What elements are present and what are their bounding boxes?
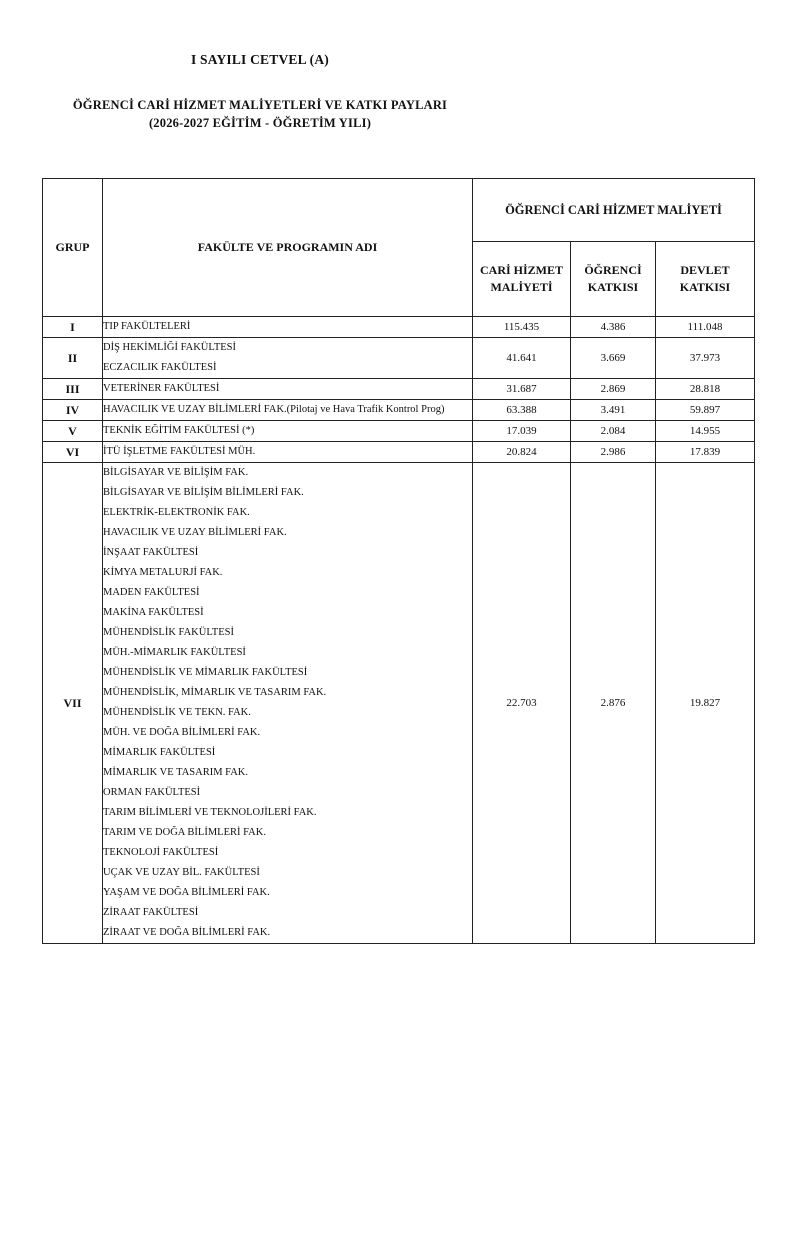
faculty-name: MÜH. VE DOĞA BİLİMLERİ FAK. — [103, 727, 261, 738]
group-cell: VI — [43, 442, 103, 463]
faculty-name: UÇAK VE UZAY BİL. FAKÜLTESİ — [103, 867, 260, 878]
faculty-name: MİMARLIK VE TASARIM FAK. — [103, 767, 249, 778]
faculty-name: MÜH.-MİMARLIK FAKÜLTESİ — [103, 647, 246, 658]
state-contribution-cell: 28.818 — [656, 379, 755, 400]
student-contribution-cell: 2.869 — [571, 379, 656, 400]
faculty-name: İTÜ İŞLETME FAKÜLTESİ MÜH. — [103, 446, 256, 457]
faculty-name: BİLGİSAYAR VE BİLİŞİM FAK. — [103, 467, 249, 478]
current-cost-cell: 41.641 — [473, 338, 571, 379]
student-contribution-cell: 3.669 — [571, 338, 656, 379]
faculty-name: DİŞ HEKİMLİĞİ FAKÜLTESİ — [103, 342, 236, 353]
header-current-cost-line2: MALİYETİ — [490, 280, 553, 294]
faculty-name: HAVACILIK VE UZAY BİLİMLERİ FAK.(Pilotaj ve Hava Trafik Kontrol Prog) — [103, 404, 445, 415]
faculty-name: KİMYA METALURJİ FAK. — [103, 567, 223, 578]
document-title: I SAYILI CETVEL (A) — [191, 52, 329, 67]
faculty-name: TIP FAKÜLTELERİ — [103, 321, 191, 332]
header-grup: GRUP — [43, 179, 103, 317]
table-row — [43, 338, 755, 379]
faculty-name: ZİRAAT VE DOĞA BİLİMLERİ FAK. — [103, 927, 271, 938]
table-row — [43, 463, 755, 944]
table-row — [43, 400, 755, 421]
table-row — [43, 379, 755, 400]
academic-year: (2026-2027 EĞİTİM - ÖĞRETİM YILI) — [148, 116, 372, 130]
student-contribution-cell: 3.491 — [571, 400, 656, 421]
faculty-name: MİMARLIK FAKÜLTESİ — [103, 747, 216, 758]
current-cost-cell: 63.388 — [473, 400, 571, 421]
faculty-name: VETERİNER FAKÜLTESİ — [103, 383, 220, 394]
state-contribution-cell: 19.827 — [656, 463, 755, 944]
faculty-cell — [103, 338, 473, 379]
faculty-name: MAKİNA FAKÜLTESİ — [103, 607, 204, 618]
group-cell: III — [43, 379, 103, 400]
header-student-cost-group: ÖĞRENCİ CARİ HİZMET MALİYETİ — [473, 179, 755, 242]
current-cost-cell: 115.435 — [473, 317, 571, 338]
state-contribution-cell: 59.897 — [656, 400, 755, 421]
faculty-name: YAŞAM VE DOĞA BİLİMLERİ FAK. — [103, 887, 270, 898]
group-cell: IV — [43, 400, 103, 421]
faculty-name: TEKNİK EĞİTİM FAKÜLTESİ (*) — [103, 425, 255, 436]
faculty-name: HAVACILIK VE UZAY BİLİMLERİ FAK. — [103, 527, 287, 538]
header-student-contribution — [571, 242, 656, 317]
document-subtitle: ÖĞRENCİ CARİ HİZMET MALİYETLERİ VE KATKI PAYLARI — [72, 98, 448, 112]
group-cell: VII — [43, 463, 103, 944]
faculty-name: BİLGİSAYAR VE BİLİŞİM BİLİMLERİ FAK. — [103, 487, 304, 498]
faculty-name: ZİRAAT FAKÜLTESİ — [103, 907, 199, 918]
group-cell: II — [43, 338, 103, 379]
faculty-name: ORMAN FAKÜLTESİ — [103, 787, 201, 798]
faculty-name: TARIM VE DOĞA BİLİMLERİ FAK. — [103, 827, 266, 838]
current-cost-cell: 31.687 — [473, 379, 571, 400]
state-contribution-cell: 111.048 — [656, 317, 755, 338]
faculty-cell — [103, 317, 473, 338]
header-faculty-name: FAKÜLTE VE PROGRAMIN ADI — [103, 179, 473, 317]
faculty-name: TARIM BİLİMLERİ VE TEKNOLOJİLERİ FAK. — [103, 807, 317, 818]
current-cost-cell: 20.824 — [473, 442, 571, 463]
header-student-contribution-line1: ÖĞRENCİ — [584, 263, 642, 277]
faculty-name: MADEN FAKÜLTESİ — [103, 587, 200, 598]
table-row — [43, 442, 755, 463]
state-contribution-cell: 37.973 — [656, 338, 755, 379]
faculty-name: ELEKTRİK-ELEKTRONİK FAK. — [103, 507, 250, 518]
cost-table — [42, 178, 755, 944]
student-contribution-cell: 4.386 — [571, 317, 656, 338]
student-contribution-cell: 2.986 — [571, 442, 656, 463]
header-current-cost-line1: CARİ HİZMET — [479, 263, 563, 277]
faculty-name: İNŞAAT FAKÜLTESİ — [103, 547, 199, 558]
faculty-cell — [103, 421, 473, 442]
state-contribution-cell: 17.839 — [656, 442, 755, 463]
faculty-name: MÜHENDİSLİK, MİMARLIK VE TASARIM FAK. — [103, 687, 327, 698]
faculty-cell — [103, 379, 473, 400]
student-contribution-cell: 2.876 — [571, 463, 656, 944]
faculty-name: TEKNOLOJİ FAKÜLTESİ — [103, 847, 219, 858]
faculty-name: ECZACILIK FAKÜLTESİ — [103, 362, 217, 373]
faculty-cell — [103, 442, 473, 463]
table-body — [43, 317, 755, 944]
current-cost-cell: 22.703 — [473, 463, 571, 944]
faculty-cell — [103, 463, 473, 944]
header-student-contribution-line2: KATKISI — [587, 280, 639, 294]
state-contribution-cell: 14.955 — [656, 421, 755, 442]
faculty-name: MÜHENDİSLİK FAKÜLTESİ — [103, 627, 234, 638]
group-cell: V — [43, 421, 103, 442]
student-contribution-cell: 2.084 — [571, 421, 656, 442]
current-cost-cell: 17.039 — [473, 421, 571, 442]
faculty-name: MÜHENDİSLİK VE TEKN. FAK. — [103, 707, 251, 718]
header-state-contribution: DEVLET KATKISI — [656, 242, 755, 317]
table-row — [43, 317, 755, 338]
faculty-name: MÜHENDİSLİK VE MİMARLIK FAKÜLTESİ — [103, 667, 308, 678]
faculty-cell — [103, 400, 473, 421]
table-row — [43, 421, 755, 442]
group-cell: I — [43, 317, 103, 338]
header-current-cost — [473, 242, 571, 317]
